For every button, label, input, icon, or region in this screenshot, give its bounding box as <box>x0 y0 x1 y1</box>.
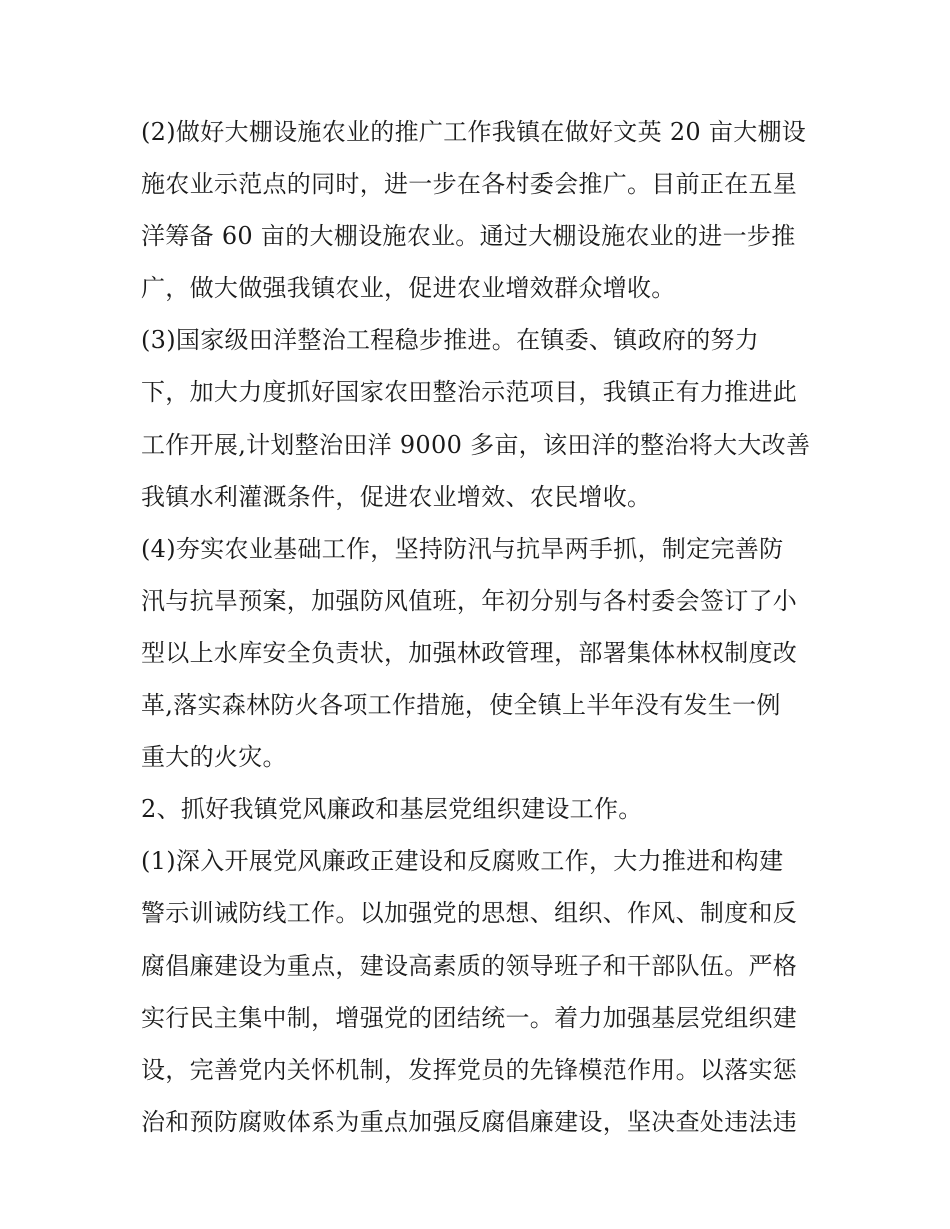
text-line: 设，完善党内关怀机制，发挥党员的先锋模范作用。以落实惩 <box>141 1055 798 1084</box>
text-line: 下，加大力度抓好国家农田整治示范项目，我镇正有力推进此 <box>141 378 798 407</box>
text-line: 实行民主集中制，增强党的团结统一。着力加强基层党组织建 <box>141 1003 798 1032</box>
text-line: 重大的火灾。 <box>141 743 287 772</box>
text-line: 治和预防腐败体系为重点加强反腐倡廉建设，坚决查处违法违 <box>141 1107 798 1136</box>
text-line: 警示训诫防线工作。以加强党的思想、组织、作风、制度和反 <box>141 899 798 928</box>
text-line: 广，做大做强我镇农业，促进农业增效群众增收。 <box>141 274 676 303</box>
text-line: 型以上水库安全负责状，加强林政管理，部署集体林权制度改 <box>141 638 798 667</box>
document-body <box>141 106 821 1148</box>
text-line: 腐倡廉建设为重点，建设高素质的领导班子和干部队伍。严格 <box>141 951 798 980</box>
text-line: (2)做好大棚设施农业的推广工作我镇在做好文英 20 亩大棚设 <box>141 118 807 146</box>
text-line: 革,落实森林防火各项工作措施，使全镇上半年没有发生一例 <box>141 691 781 720</box>
text-line: 我镇水利灌溉条件，促进农业增效、农民增收。 <box>141 482 652 511</box>
text-line: 工作开展,计划整治田洋 9000 多亩，该田洋的整治将大大改善 <box>141 430 811 459</box>
text-line: (3)国家级田洋整治工程稳步推进。在镇委、镇政府的努力 <box>141 326 760 355</box>
text-line: 洋筹备 60 亩的大棚设施农业。通过大棚设施农业的进一步推 <box>141 222 796 251</box>
text-line: 汛与抗旱预案，加强防风值班，年初分别与各村委会签订了小 <box>141 586 798 615</box>
text-line: (1)深入开展党风廉政正建设和反腐败工作，大力推进和构建 <box>141 847 784 876</box>
text-line: (4)夯实农业基础工作，坚持防汛与抗旱两手抓，制定完善防 <box>141 534 784 563</box>
text-line: 2、抓好我镇党风廉政和基层党组织建设工作。 <box>141 795 643 824</box>
text-line: 施农业示范点的同时，进一步在各村委会推广。目前正在五星 <box>141 170 798 199</box>
